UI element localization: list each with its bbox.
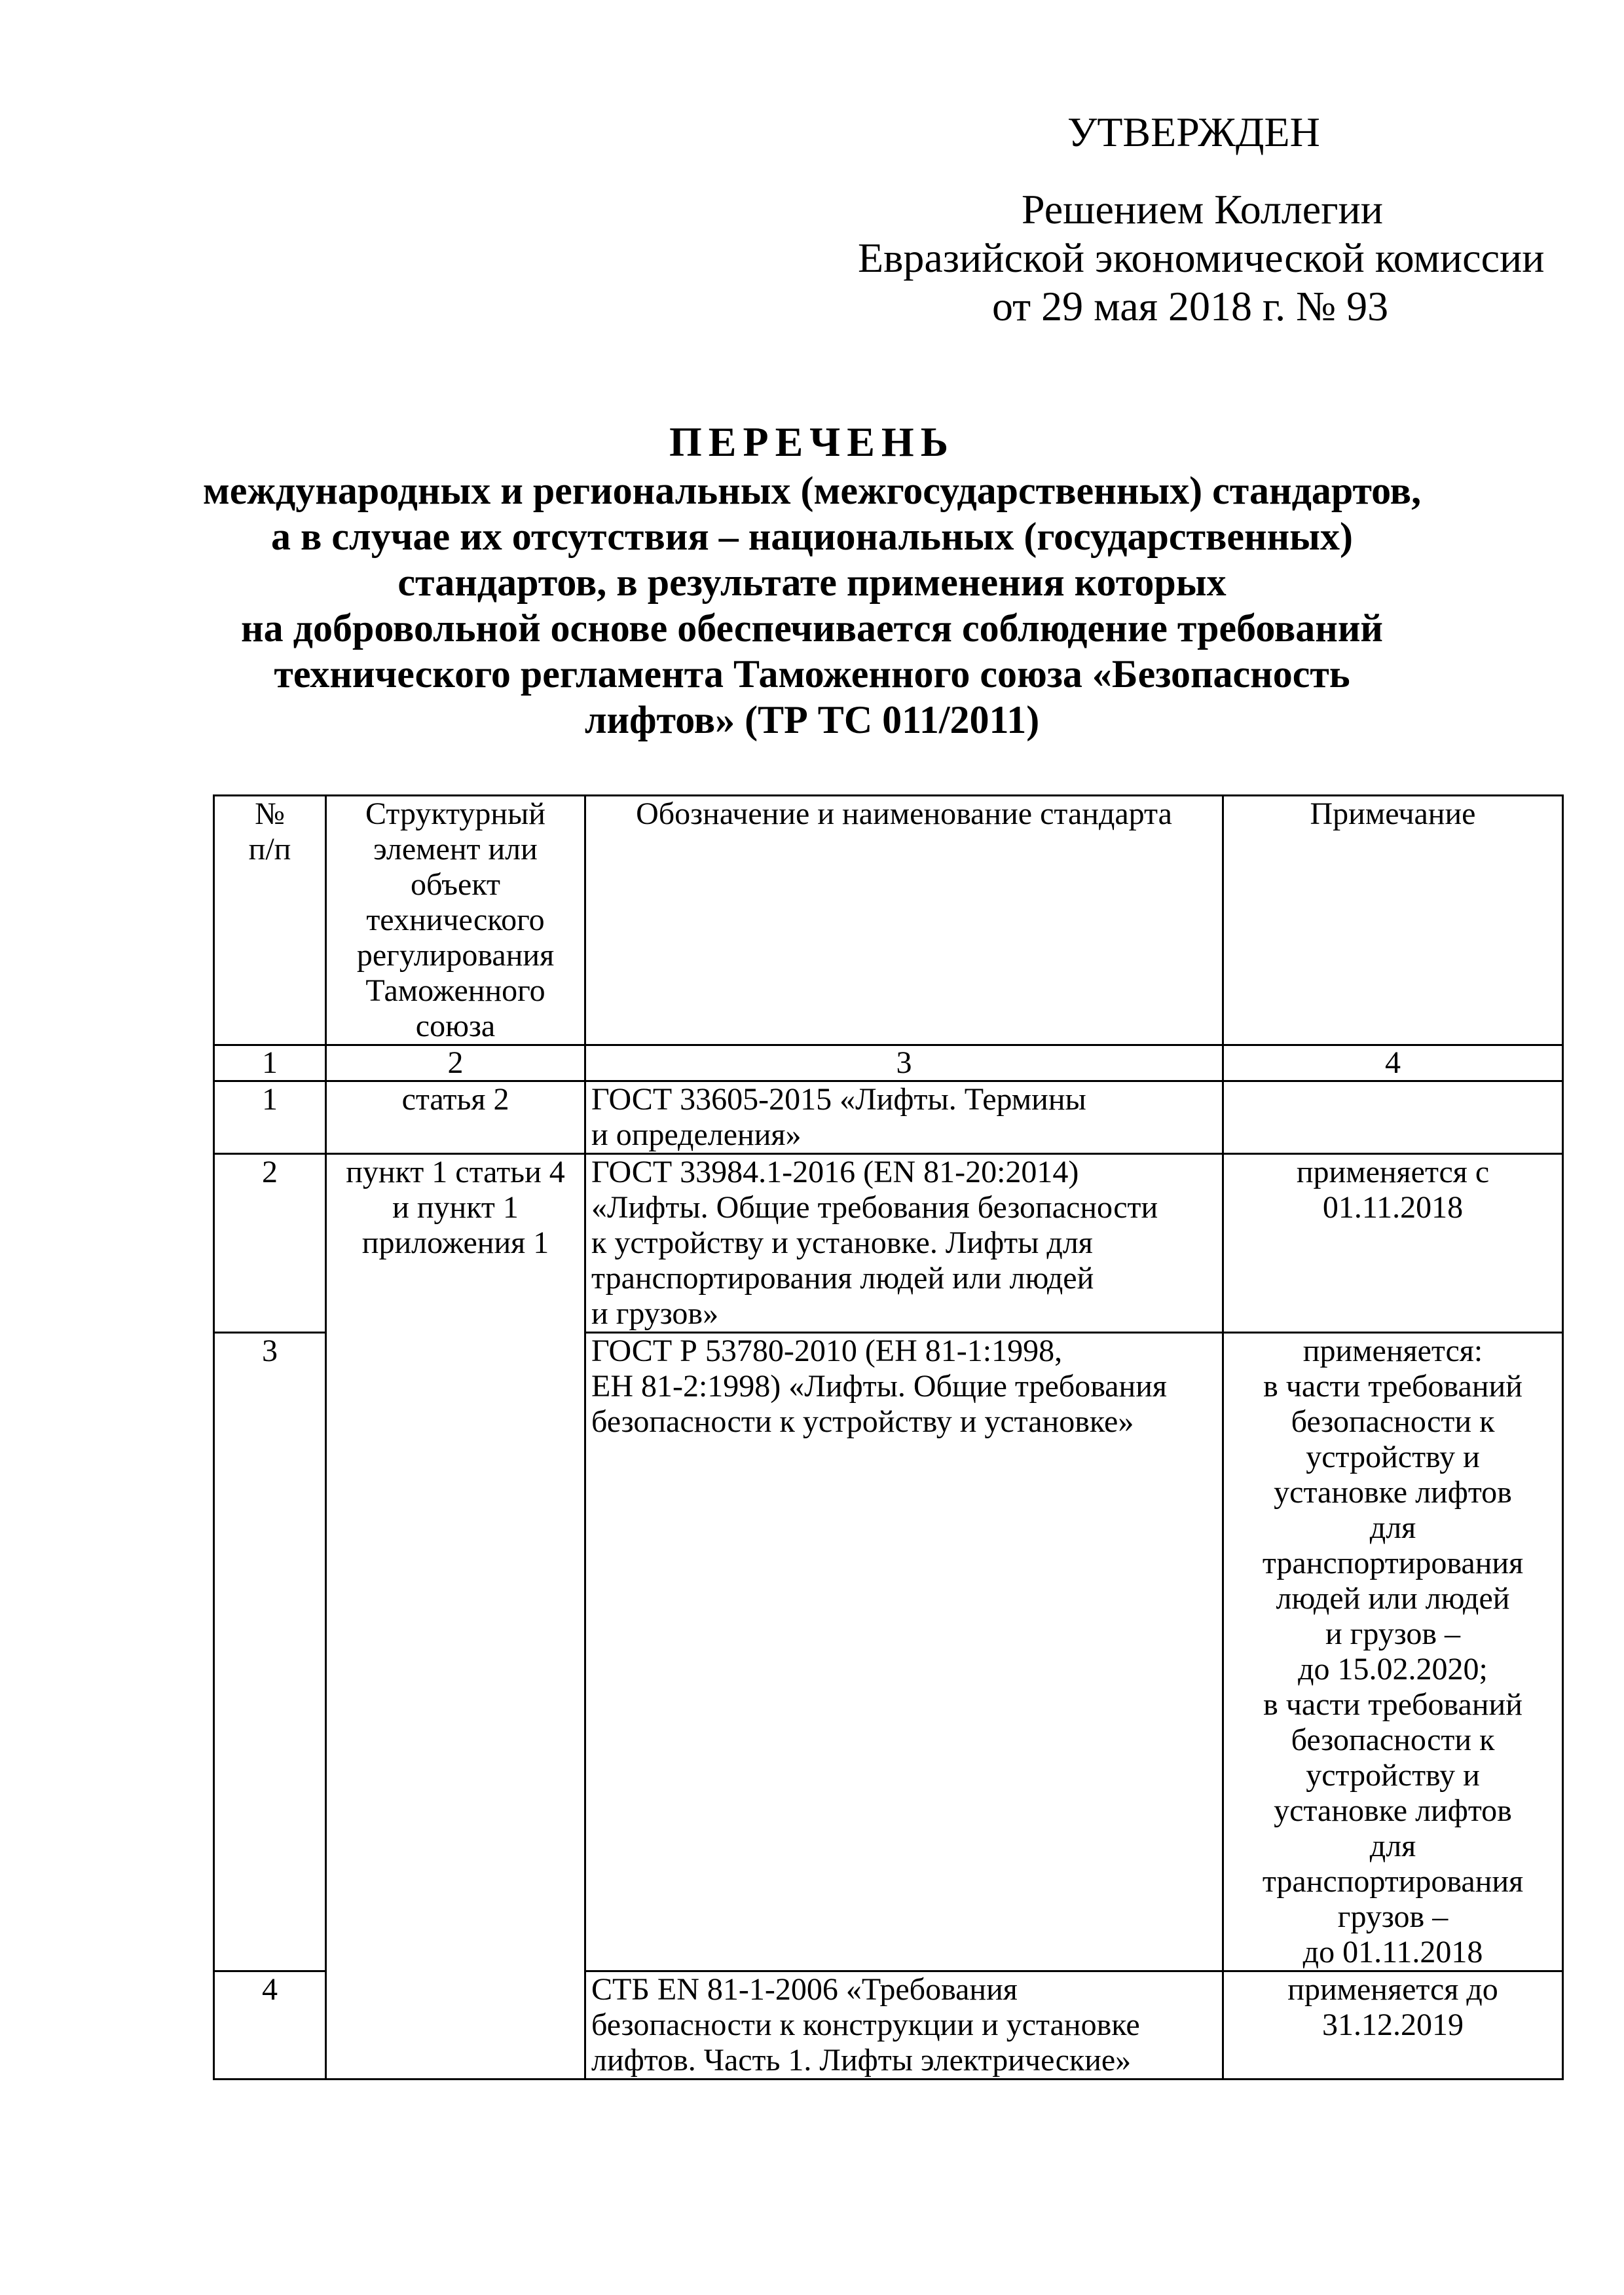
row-note xyxy=(1223,1081,1563,1154)
row-element: статья 2 xyxy=(326,1081,585,1154)
row-standard: ГОСТ 33605-2015 «Лифты. Термины и определения» xyxy=(585,1081,1223,1154)
title-main: ПЕРЕЧЕНЬ xyxy=(669,419,955,465)
row-note: применяется до 31.12.2019 xyxy=(1223,1971,1563,2080)
document-title xyxy=(164,419,1460,743)
row-standard: ГОСТ Р 53780-2010 (ЕН 81-1:1998, ЕН 81-2:1998) «Лифты. Общие требования безопасности к устройству и установке» xyxy=(585,1333,1223,1971)
header-standard: Обозначение и наименование стандарта xyxy=(585,796,1223,1045)
table-row xyxy=(214,1081,1563,1154)
row-num: 1 xyxy=(214,1081,326,1154)
column-index: 1 xyxy=(214,1045,326,1081)
approval-line-1: Решением Коллегии xyxy=(1022,186,1383,233)
row-note: применяется с 01.11.2018 xyxy=(1223,1154,1563,1333)
row-num: 3 xyxy=(214,1333,326,1971)
row-standard: ГОСТ 33984.1-2016 (EN 81-20:2014) «Лифты. Общие требования безопасности к устройству и установке. Лифты для транспортирования людей или людей и грузов» xyxy=(585,1154,1223,1333)
column-index: 3 xyxy=(585,1045,1223,1081)
row-standard: СТБ EN 81-1-2006 «Требования безопасности к конструкции и установке лифтов. Часть 1. Лифты электрические» xyxy=(585,1971,1223,2080)
column-index: 2 xyxy=(326,1045,585,1081)
approved-stamp: УТВЕРЖДЕН xyxy=(1067,109,1320,155)
row-num: 2 xyxy=(214,1154,326,1333)
row-note: применяется: в части требований безопасности к устройству и установке лифтов для транспортирования людей или людей и грузов – до 15.02.2020; в части требований безопасности к устройству и установке лифтов для транспортирования грузов – до 01.11.2018 xyxy=(1223,1333,1563,1971)
approval-line-3: от 29 мая 2018 г. № 93 xyxy=(992,283,1389,329)
header-num: № п/п xyxy=(214,796,326,1045)
row-num: 4 xyxy=(214,1971,326,2080)
column-index-row xyxy=(214,1045,1563,1081)
standards-table xyxy=(213,794,1564,2080)
table-header-row xyxy=(214,796,1563,1045)
approval-line-2: Евразийской экономической комиссии xyxy=(858,234,1545,281)
header-element: Структурный элемент или объект технического регулирования Таможенного союза xyxy=(326,796,585,1045)
title-subtitle: международных и региональных (межгосударственных) стандартов, а в случае их отсутствия – национальных (государственных) стандартов, в результате применения которых на добровольной основе обеспечивается соблюдение требований технического регламента Таможенного союза «Безопасность лифтов» (ТР ТС 011/2011) xyxy=(202,469,1422,742)
table-row xyxy=(214,1154,1563,1333)
header-note: Примечание xyxy=(1223,796,1563,1045)
column-index: 4 xyxy=(1223,1045,1563,1081)
row-element: пункт 1 статьи 4 и пункт 1 приложения 1 xyxy=(326,1154,585,2080)
